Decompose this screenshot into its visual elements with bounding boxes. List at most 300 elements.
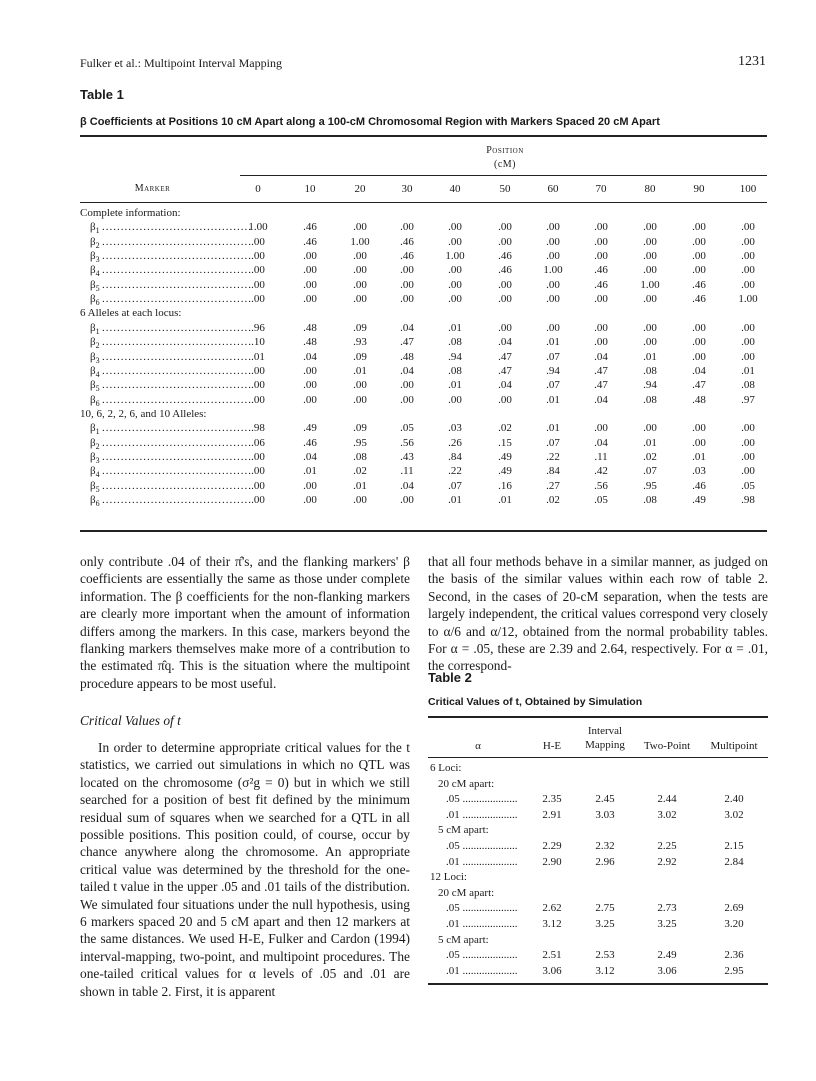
table-row bbox=[428, 965, 768, 980]
marker-label: $\beta_5$ bbox=[90, 479, 100, 494]
table-cell: .00 bbox=[741, 450, 755, 463]
table-cell: .00 bbox=[353, 250, 367, 263]
row-label: .01 .................... bbox=[446, 808, 518, 821]
table-cell: .08 bbox=[643, 393, 657, 406]
table-cell: .01 bbox=[303, 465, 317, 478]
table-cell: .46 bbox=[692, 293, 706, 306]
table-cell: .00 bbox=[353, 379, 367, 392]
t2-header-two-point: Two-Point bbox=[643, 740, 691, 752]
table-cell: .08 bbox=[448, 336, 462, 349]
table-cell: .11 bbox=[400, 465, 414, 478]
table-row bbox=[80, 336, 780, 351]
table-cell: .00 bbox=[741, 235, 755, 248]
table-cell: .00 bbox=[251, 379, 265, 392]
column-header-90: 90 bbox=[693, 183, 705, 195]
table-1-header-rule bbox=[80, 202, 767, 203]
table-cell: .46 bbox=[498, 250, 512, 263]
table-cell: .00 bbox=[741, 221, 755, 234]
column-header-0: 0 bbox=[255, 183, 261, 195]
table-cell: .00 bbox=[251, 450, 265, 463]
table-cell: 2.73 bbox=[657, 902, 677, 915]
table-cell: .00 bbox=[353, 264, 367, 277]
table-cell: .00 bbox=[692, 235, 706, 248]
table-cell: .95 bbox=[643, 479, 657, 492]
table-cell: 1.00 bbox=[640, 278, 660, 291]
group-label-text: Complete information: bbox=[80, 207, 181, 219]
table-row bbox=[80, 394, 780, 409]
leader-dots: ........................................ bbox=[102, 494, 252, 506]
table-cell: .94 bbox=[448, 350, 462, 363]
table-cell: 2.51 bbox=[542, 949, 562, 962]
table-cell: .04 bbox=[303, 450, 317, 463]
table-cell: .00 bbox=[594, 422, 608, 435]
column-header-10: 10 bbox=[304, 183, 316, 195]
leader-dots: ........................................ bbox=[102, 350, 252, 363]
group-label-text: 6 Alleles at each locus: bbox=[80, 307, 182, 320]
table-cell: 3.06 bbox=[542, 964, 562, 977]
table-cell: .00 bbox=[498, 321, 512, 334]
table-row bbox=[428, 871, 768, 886]
table-cell: .00 bbox=[692, 321, 706, 334]
column-header-20: 20 bbox=[354, 183, 366, 195]
table-row bbox=[428, 809, 768, 824]
table-cell: .05 bbox=[741, 479, 755, 492]
marker-label: $\beta_2$ bbox=[90, 336, 100, 351]
leader-dots: ........................................ bbox=[102, 379, 252, 392]
table-cell: .04 bbox=[594, 436, 608, 449]
table-cell: .47 bbox=[594, 379, 608, 392]
table-cell: .05 bbox=[594, 494, 608, 506]
table-cell: .00 bbox=[448, 235, 462, 248]
table-cell: .10 bbox=[251, 336, 265, 349]
t2-header-multipoint: Multipoint bbox=[710, 740, 758, 752]
table-row bbox=[80, 264, 780, 279]
group-label bbox=[80, 408, 780, 423]
table-row bbox=[80, 351, 780, 366]
table-cell: .47 bbox=[594, 364, 608, 377]
group-label-text: 10, 6, 2, 2, 6, and 10 Alleles: bbox=[80, 407, 207, 420]
table-cell: .00 bbox=[353, 293, 367, 306]
table-cell: .43 bbox=[400, 450, 414, 463]
table-cell: .01 bbox=[546, 393, 560, 406]
table-cell: .00 bbox=[594, 293, 608, 306]
table-cell: 3.06 bbox=[657, 964, 677, 977]
table-cell: .00 bbox=[643, 250, 657, 263]
marker-label: $\beta_1$ bbox=[90, 221, 100, 236]
table-cell: .00 bbox=[303, 250, 317, 263]
marker-label: $\beta_4$ bbox=[90, 465, 100, 480]
group-label bbox=[80, 207, 780, 222]
table-cell: .00 bbox=[303, 364, 317, 377]
table-cell: .00 bbox=[303, 393, 317, 406]
position-header: Position (cM) bbox=[486, 145, 524, 170]
table-cell: 2.36 bbox=[724, 949, 744, 962]
table-cell: .00 bbox=[741, 336, 755, 349]
table-cell: .97 bbox=[741, 393, 755, 406]
table-cell: .49 bbox=[498, 465, 512, 478]
table-cell: .08 bbox=[353, 450, 367, 463]
table-cell: .08 bbox=[448, 364, 462, 377]
table-cell: .00 bbox=[400, 264, 414, 277]
page-number: 1231 bbox=[738, 54, 766, 69]
table-row bbox=[80, 465, 780, 480]
table-row bbox=[428, 793, 768, 808]
table-cell: .04 bbox=[594, 350, 608, 363]
table-cell: .00 bbox=[498, 393, 512, 406]
table-cell: 2.96 bbox=[595, 855, 615, 868]
table-cell: .04 bbox=[400, 321, 414, 334]
table-cell: .04 bbox=[303, 350, 317, 363]
table-cell: .00 bbox=[546, 221, 560, 234]
table-cell: .01 bbox=[546, 336, 560, 349]
table-cell: .00 bbox=[251, 364, 265, 377]
table-cell: .03 bbox=[448, 422, 462, 435]
table-cell: 2.69 bbox=[724, 902, 744, 915]
table-cell: .03 bbox=[692, 465, 706, 478]
table-cell: .01 bbox=[498, 494, 512, 506]
row-label: .05 .................... bbox=[446, 902, 518, 915]
table-cell: 2.62 bbox=[542, 902, 562, 915]
table-cell: .07 bbox=[546, 379, 560, 392]
table-cell: .01 bbox=[448, 379, 462, 392]
leader-dots: ........................................ bbox=[102, 450, 252, 463]
table-cell: .48 bbox=[303, 336, 317, 349]
row-label: 5 cM apart: bbox=[438, 824, 489, 837]
right-paragraph-1: that all four methods behave in a similar manner, as judged on the basis of the similar values within each row of table 2. Second, in the cases of 20-cM separation, when the tests are largely independent, the critical values correspond very closely to α/6 and α/12, obtained from the normal probability tables. For α = .05, these are 2.39 and 2.64, respectively. For α = .01, the correspond- bbox=[428, 554, 768, 674]
table-cell: .46 bbox=[692, 479, 706, 492]
table-cell: .46 bbox=[498, 264, 512, 277]
table-cell: 3.25 bbox=[595, 918, 615, 930]
table-cell: .46 bbox=[303, 436, 317, 449]
table-cell: .00 bbox=[692, 350, 706, 363]
table-row bbox=[80, 322, 780, 337]
leader-dots: ........................................ bbox=[102, 465, 252, 478]
marker-label: $\beta_3$ bbox=[90, 350, 100, 365]
left-paragraph-2: In order to determine appropriate critical values for the t statistics, we carried out simulations in which no QTL was located on the chromosome (σ²g = 0) but in which we still searched for a position of best fit defined by the minimum residual sum of squares when we searched for a QTL in all possible positions. This position could, of course, occur by chance anywhere along the chromosome. An appropriate critical value was determined by the threshold for the one-tailed t value in the upper .05 and .01 tails of the distribution. We simulated four situations under the null hypothesis, using 6 markers spaced 20 and 5 cM apart and then 12 markers at the same distances. We used H-E, Fulker and Cardon (1994) interval-mapping, two-point, and multipoint procedures. The one-tailed critical values for α levels of .05 and .01 are shown in table 2. First, it is apparent bbox=[80, 740, 410, 999]
column-header-70: 70 bbox=[595, 183, 607, 195]
column-header-60: 60 bbox=[547, 183, 559, 195]
marker-label: $\beta_6$ bbox=[90, 494, 100, 509]
table-cell: .00 bbox=[741, 422, 755, 435]
marker-label: $\beta_1$ bbox=[90, 321, 100, 336]
table-cell: .49 bbox=[692, 494, 706, 506]
table-cell: .15 bbox=[498, 436, 512, 449]
marker-label: $\beta_5$ bbox=[90, 379, 100, 394]
table-cell: .00 bbox=[594, 321, 608, 334]
table-cell: .46 bbox=[692, 278, 706, 291]
table-cell: .00 bbox=[251, 250, 265, 263]
table-cell: .07 bbox=[643, 465, 657, 478]
table-2-bottom-rule bbox=[428, 983, 768, 985]
table-cell: .00 bbox=[303, 494, 317, 506]
table-cell: .00 bbox=[643, 264, 657, 277]
table-cell: .09 bbox=[353, 350, 367, 363]
table-cell: 2.29 bbox=[542, 840, 562, 852]
table-cell: 2.45 bbox=[595, 793, 615, 806]
row-label: 20 cM apart: bbox=[438, 886, 495, 899]
table-cell: 2.49 bbox=[657, 949, 677, 962]
table-cell: 2.92 bbox=[657, 855, 677, 868]
table-row bbox=[80, 422, 780, 437]
table-cell: .48 bbox=[400, 350, 414, 363]
table-cell: .48 bbox=[303, 321, 317, 334]
table-cell: .01 bbox=[448, 321, 462, 334]
table-cell: .00 bbox=[400, 393, 414, 406]
table-row bbox=[428, 887, 768, 902]
leader-dots: ........................................ bbox=[102, 293, 252, 306]
row-label: 20 cM apart: bbox=[438, 777, 495, 790]
leader-dots: ........................................ bbox=[102, 264, 252, 277]
table-row bbox=[428, 934, 768, 949]
table-cell: .00 bbox=[643, 221, 657, 234]
table-cell: .05 bbox=[400, 422, 414, 435]
table-row bbox=[80, 236, 780, 251]
table-cell: 2.35 bbox=[542, 793, 562, 806]
table-cell: .00 bbox=[303, 293, 317, 306]
table-row bbox=[80, 437, 780, 452]
table-row bbox=[80, 293, 780, 308]
table-cell: 2.95 bbox=[724, 964, 744, 977]
table-cell: .00 bbox=[498, 293, 512, 306]
table-row bbox=[80, 451, 780, 466]
table-cell: .00 bbox=[353, 221, 367, 234]
running-head: Fulker et al.: Multipoint Interval Mapping bbox=[80, 56, 282, 70]
leader-dots: ........................................ bbox=[102, 393, 252, 406]
table-cell: .00 bbox=[400, 221, 414, 234]
table-cell: .00 bbox=[353, 278, 367, 291]
table-cell: .00 bbox=[546, 278, 560, 291]
table-cell: .56 bbox=[400, 436, 414, 449]
table-cell: .00 bbox=[741, 278, 755, 291]
table-cell: .46 bbox=[303, 221, 317, 234]
table-cell: .56 bbox=[594, 479, 608, 492]
table-cell: .00 bbox=[251, 264, 265, 277]
table-cell: .11 bbox=[594, 450, 608, 463]
table-cell: .00 bbox=[643, 235, 657, 248]
column-header-30: 30 bbox=[401, 183, 413, 195]
table-cell: .00 bbox=[303, 379, 317, 392]
row-label: .01 .................... bbox=[446, 855, 518, 868]
table-cell: .46 bbox=[594, 278, 608, 291]
leader-dots: ........................................ bbox=[102, 436, 252, 449]
table-cell: .00 bbox=[303, 479, 317, 492]
table-cell: .04 bbox=[594, 393, 608, 406]
table-cell: .95 bbox=[353, 436, 367, 449]
table-2-label: Table 2 bbox=[428, 670, 472, 685]
row-label: 12 Loci: bbox=[430, 871, 467, 884]
table-cell: .00 bbox=[741, 250, 755, 263]
table-cell: .01 bbox=[353, 364, 367, 377]
column-header-50: 50 bbox=[499, 183, 511, 195]
table-cell: .94 bbox=[546, 364, 560, 377]
t2-header-alpha: α bbox=[475, 740, 481, 752]
row-label: .01 .................... bbox=[446, 964, 518, 977]
table-cell: .04 bbox=[400, 479, 414, 492]
marker-label: $\beta_6$ bbox=[90, 293, 100, 308]
table-cell: 1.00 bbox=[445, 250, 465, 263]
table-row bbox=[80, 365, 780, 380]
leader-dots: ........................................ bbox=[102, 336, 252, 349]
table-1-caption: β Coefficients at Positions 10 cM Apart along a 100-cM Chromosomal Region with Markers Spaced 20 cM Apart bbox=[80, 116, 660, 128]
row-label: .05 .................... bbox=[446, 949, 518, 962]
table-cell: .00 bbox=[400, 379, 414, 392]
table-row bbox=[428, 902, 768, 917]
table-cell: .00 bbox=[251, 393, 265, 406]
marker-label: $\beta_2$ bbox=[90, 436, 100, 451]
table-cell: .00 bbox=[741, 264, 755, 277]
table-cell: .00 bbox=[400, 293, 414, 306]
table-cell: .00 bbox=[643, 422, 657, 435]
marker-label: $\beta_5$ bbox=[90, 278, 100, 293]
table-cell: .84 bbox=[546, 465, 560, 478]
table-cell: .47 bbox=[400, 336, 414, 349]
table-cell: 2.25 bbox=[657, 840, 677, 852]
table-cell: 2.53 bbox=[595, 949, 615, 962]
table-1-label: Table 1 bbox=[80, 87, 124, 102]
table-row bbox=[80, 480, 780, 495]
table-cell: 2.40 bbox=[724, 793, 744, 806]
table-cell: .02 bbox=[498, 422, 512, 435]
leader-dots: ........................................ bbox=[102, 221, 252, 234]
table-cell: .47 bbox=[498, 350, 512, 363]
table-row bbox=[428, 824, 768, 839]
table-cell: .00 bbox=[692, 336, 706, 349]
table-cell: 2.15 bbox=[724, 840, 744, 852]
table-cell: .00 bbox=[303, 278, 317, 291]
table-cell: .00 bbox=[448, 293, 462, 306]
table-cell: 3.03 bbox=[595, 808, 615, 821]
marker-label: $\beta_6$ bbox=[90, 393, 100, 408]
column-header-40: 40 bbox=[449, 183, 461, 195]
table-cell: .01 bbox=[448, 494, 462, 506]
table-cell: 3.25 bbox=[657, 918, 677, 930]
table-cell: .49 bbox=[498, 450, 512, 463]
table-cell: 2.91 bbox=[542, 808, 562, 821]
t2-header-he: H-E bbox=[542, 740, 562, 752]
table-cell: .00 bbox=[643, 293, 657, 306]
table-row bbox=[428, 949, 768, 964]
leader-dots: ........................................ bbox=[102, 479, 252, 492]
table-row bbox=[428, 840, 768, 855]
table-2-header-rule bbox=[428, 757, 768, 758]
marker-label: $\beta_4$ bbox=[90, 264, 100, 279]
marker-header: Marker bbox=[134, 183, 171, 194]
table-cell: .00 bbox=[251, 479, 265, 492]
table-row bbox=[428, 918, 768, 933]
table-cell: .00 bbox=[251, 235, 265, 248]
table-row bbox=[428, 762, 768, 777]
table-cell: .00 bbox=[692, 422, 706, 435]
table-cell: .98 bbox=[741, 494, 755, 506]
table-cell: .26 bbox=[448, 436, 462, 449]
leader-dots: ........................................ bbox=[102, 235, 252, 248]
table-cell: .46 bbox=[594, 264, 608, 277]
table-row bbox=[80, 379, 780, 394]
table-cell: .00 bbox=[251, 494, 265, 506]
table-cell: .46 bbox=[303, 235, 317, 248]
table-cell: .22 bbox=[546, 450, 560, 463]
table-cell: .00 bbox=[353, 494, 367, 506]
table-cell: .00 bbox=[594, 221, 608, 234]
table-cell: 2.84 bbox=[724, 855, 744, 868]
row-label: 6 Loci: bbox=[430, 762, 462, 774]
table-cell: 2.32 bbox=[595, 840, 615, 852]
table-cell: .42 bbox=[594, 465, 608, 478]
table-cell: .01 bbox=[692, 450, 706, 463]
leader-dots: ........................................ bbox=[102, 321, 252, 334]
table-1-bottom-rule bbox=[80, 530, 767, 532]
leader-dots: ........................................ bbox=[102, 250, 252, 263]
marker-label: $\beta_1$ bbox=[90, 422, 100, 437]
table-cell: .04 bbox=[498, 379, 512, 392]
table-cell: .02 bbox=[546, 494, 560, 506]
table-cell: .93 bbox=[353, 336, 367, 349]
row-label: .01 .................... bbox=[446, 918, 518, 930]
table-cell: .00 bbox=[594, 235, 608, 248]
table-cell: 2.90 bbox=[542, 855, 562, 868]
table-cell: .46 bbox=[400, 250, 414, 263]
marker-label: $\beta_3$ bbox=[90, 450, 100, 466]
table-cell: .00 bbox=[400, 278, 414, 291]
table-cell: .00 bbox=[692, 221, 706, 234]
table-cell: .94 bbox=[643, 379, 657, 392]
table-cell: .00 bbox=[251, 278, 265, 291]
table-cell: .02 bbox=[353, 465, 367, 478]
table-cell: .01 bbox=[251, 350, 265, 363]
table-cell: .00 bbox=[546, 293, 560, 306]
table-cell: .00 bbox=[741, 321, 755, 334]
leader-dots: ........................................ bbox=[102, 364, 252, 377]
table-cell: .00 bbox=[643, 336, 657, 349]
table-cell: .00 bbox=[498, 278, 512, 291]
table-cell: 3.12 bbox=[595, 964, 615, 977]
table-cell: .01 bbox=[546, 422, 560, 435]
leader-dots: ........................................ bbox=[102, 278, 252, 291]
table-cell: .98 bbox=[251, 422, 265, 435]
table-cell: .00 bbox=[741, 350, 755, 363]
table-cell: .09 bbox=[353, 422, 367, 435]
marker-label: $\beta_4$ bbox=[90, 364, 100, 380]
table-cell: .00 bbox=[498, 235, 512, 248]
table-cell: .00 bbox=[741, 465, 755, 478]
table-cell: .09 bbox=[353, 321, 367, 334]
position-spanner-rule bbox=[240, 175, 767, 176]
table-cell: .00 bbox=[692, 250, 706, 263]
table-cell: .06 bbox=[251, 436, 265, 449]
table-cell: .04 bbox=[400, 364, 414, 377]
table-row bbox=[428, 778, 768, 793]
table-2-caption: Critical Values of t, Obtained by Simulation bbox=[428, 696, 643, 708]
table-cell: 2.44 bbox=[657, 793, 677, 806]
table-cell: .07 bbox=[448, 479, 462, 492]
row-label: .05 .................... bbox=[446, 793, 518, 806]
table-cell: .01 bbox=[643, 436, 657, 449]
marker-label: $\beta_3$ bbox=[90, 250, 100, 265]
table-cell: .00 bbox=[594, 336, 608, 349]
table-cell: .47 bbox=[692, 379, 706, 392]
table-cell: .00 bbox=[303, 264, 317, 277]
row-label: .05 .................... bbox=[446, 840, 518, 852]
section-heading-critical-values: Critical Values of t bbox=[80, 713, 181, 728]
table-2-top-rule bbox=[428, 716, 768, 718]
marker-label: $\beta_2$ bbox=[90, 235, 100, 250]
table-cell: .00 bbox=[353, 393, 367, 406]
table-cell: 3.02 bbox=[724, 808, 744, 821]
table-cell: .48 bbox=[692, 393, 706, 406]
table-cell: .07 bbox=[546, 436, 560, 449]
group-label bbox=[80, 307, 780, 322]
column-header-100: 100 bbox=[739, 183, 757, 195]
